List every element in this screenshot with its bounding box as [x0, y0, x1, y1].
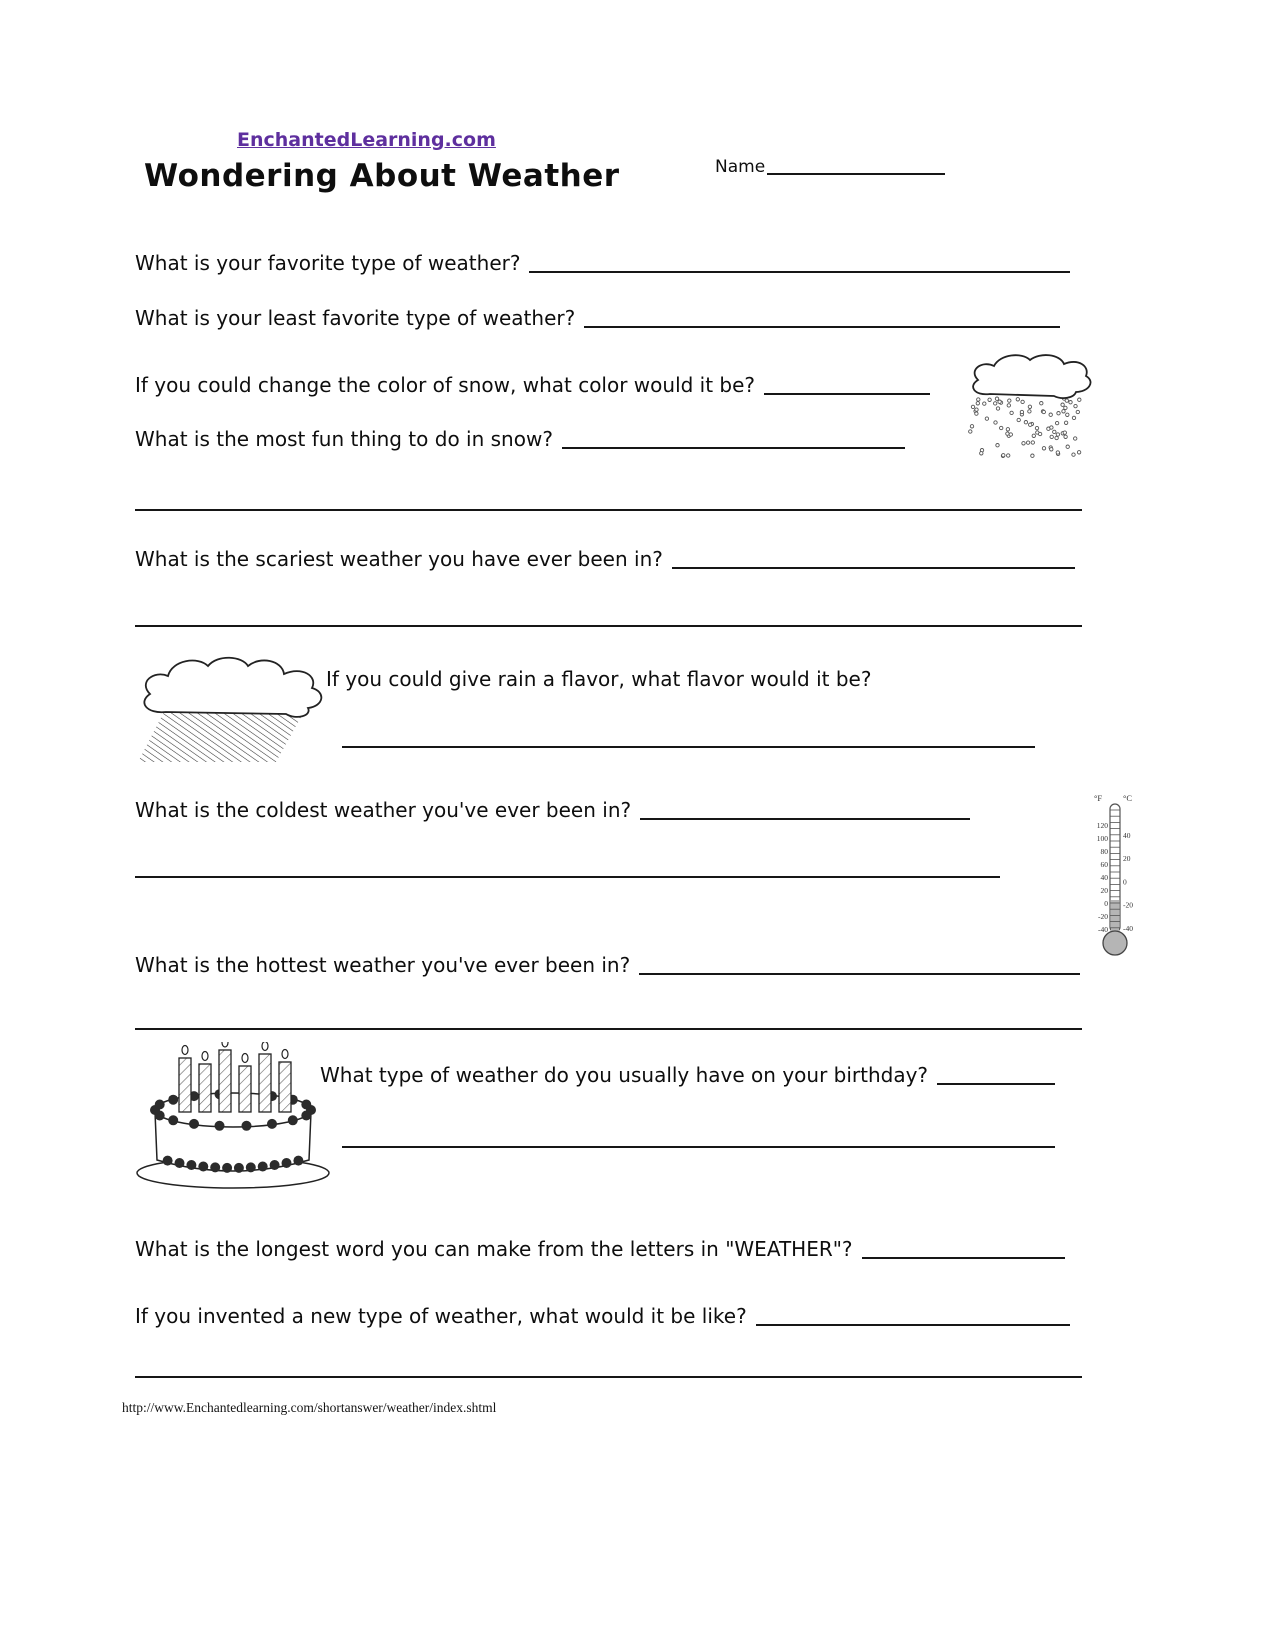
answer-blank	[862, 1257, 1065, 1259]
section-divider-line	[135, 625, 1082, 627]
answer-continuation-line	[135, 876, 1000, 878]
question-rain-flavor	[326, 666, 871, 692]
answer-blank	[562, 447, 905, 449]
svg-text:-40: -40	[1098, 925, 1108, 934]
rain-cloud-illustration	[136, 652, 328, 764]
rain-streaks	[138, 708, 306, 762]
page-title: Wondering About Weather	[144, 158, 620, 194]
svg-text:40: 40	[1123, 831, 1131, 840]
svg-text:0: 0	[1123, 877, 1127, 887]
svg-text:80: 80	[1100, 847, 1108, 856]
answer-blank	[672, 567, 1075, 569]
question-text: What is the scariest weather you have ever been in?	[135, 547, 663, 571]
answer-blank	[764, 393, 930, 395]
answer-blank	[639, 973, 1080, 975]
question-text: What is your favorite type of weather?	[135, 251, 521, 275]
answer-blank	[584, 326, 1060, 328]
question-hottest	[135, 952, 1080, 978]
thermometer-mercury	[1111, 900, 1119, 932]
birthday-cake-illustration	[133, 1042, 348, 1192]
question-snow-color	[135, 372, 930, 398]
svg-text:-40: -40	[1123, 923, 1133, 933]
answer-blank	[640, 818, 970, 820]
svg-text:°F: °F	[1094, 793, 1103, 803]
cloud-outline	[973, 355, 1090, 398]
question-text: What type of weather do you usually have on your birthday?	[320, 1063, 929, 1087]
question-text: What is the longest word you can make from the letters in "WEATHER"?	[135, 1237, 853, 1261]
answer-blank	[342, 746, 1035, 748]
question-text: What is the coldest weather you've ever been in?	[135, 798, 632, 822]
question-least-favorite	[135, 305, 1060, 331]
svg-text:20: 20	[1123, 854, 1131, 864]
name-field	[715, 156, 945, 178]
section-divider-line	[135, 509, 1082, 511]
svg-text:20: 20	[1100, 886, 1108, 895]
question-snow-fun	[135, 426, 905, 452]
question-longest-word	[135, 1236, 1065, 1262]
question-text: If you could change the color of snow, what color would it be?	[135, 373, 756, 397]
thermometer-bulb	[1103, 931, 1127, 955]
question-text: What is your least favorite type of weather?	[135, 306, 576, 330]
cloud-outline	[144, 658, 321, 717]
section-divider-line	[135, 1028, 1082, 1030]
source-url: http://www.Enchantedlearning.com/shortanswer/weather/index.shtml	[122, 1400, 497, 1415]
answer-blank	[756, 1324, 1070, 1326]
question-invent	[135, 1303, 1070, 1329]
snow-dots	[969, 397, 1081, 458]
site-link[interactable]: EnchantedLearning.com	[237, 129, 496, 151]
question-text: What is the most fun thing to do in snow?	[135, 427, 553, 451]
svg-text:120: 120	[1096, 821, 1108, 830]
question-text: If you invented a new type of weather, what would it be like?	[135, 1304, 747, 1328]
question-favorite-weather	[135, 250, 1070, 276]
thermometer-illustration	[1086, 788, 1144, 968]
answer-blank	[342, 1146, 1055, 1148]
question-scariest	[135, 546, 1075, 572]
answer-blank	[937, 1083, 1055, 1085]
answer-blank	[529, 271, 1070, 273]
question-coldest	[135, 797, 970, 823]
question-birthday	[320, 1062, 1055, 1088]
name-label: Name	[715, 157, 766, 177]
snow-cloud-illustration	[960, 352, 1095, 460]
svg-text:°C: °C	[1123, 793, 1133, 803]
svg-text:-20: -20	[1123, 900, 1133, 910]
question-text: If you could give rain a flavor, what flavor would it be?	[326, 667, 872, 691]
svg-text:100: 100	[1096, 834, 1108, 843]
svg-text:40: 40	[1100, 873, 1108, 882]
svg-text:-20: -20	[1098, 912, 1108, 921]
answer-continuation-line	[135, 1376, 1082, 1378]
svg-text:0: 0	[1104, 899, 1108, 908]
svg-text:60: 60	[1100, 860, 1108, 869]
question-text: What is the hottest weather you've ever been in?	[135, 953, 631, 977]
name-blank	[767, 173, 945, 175]
